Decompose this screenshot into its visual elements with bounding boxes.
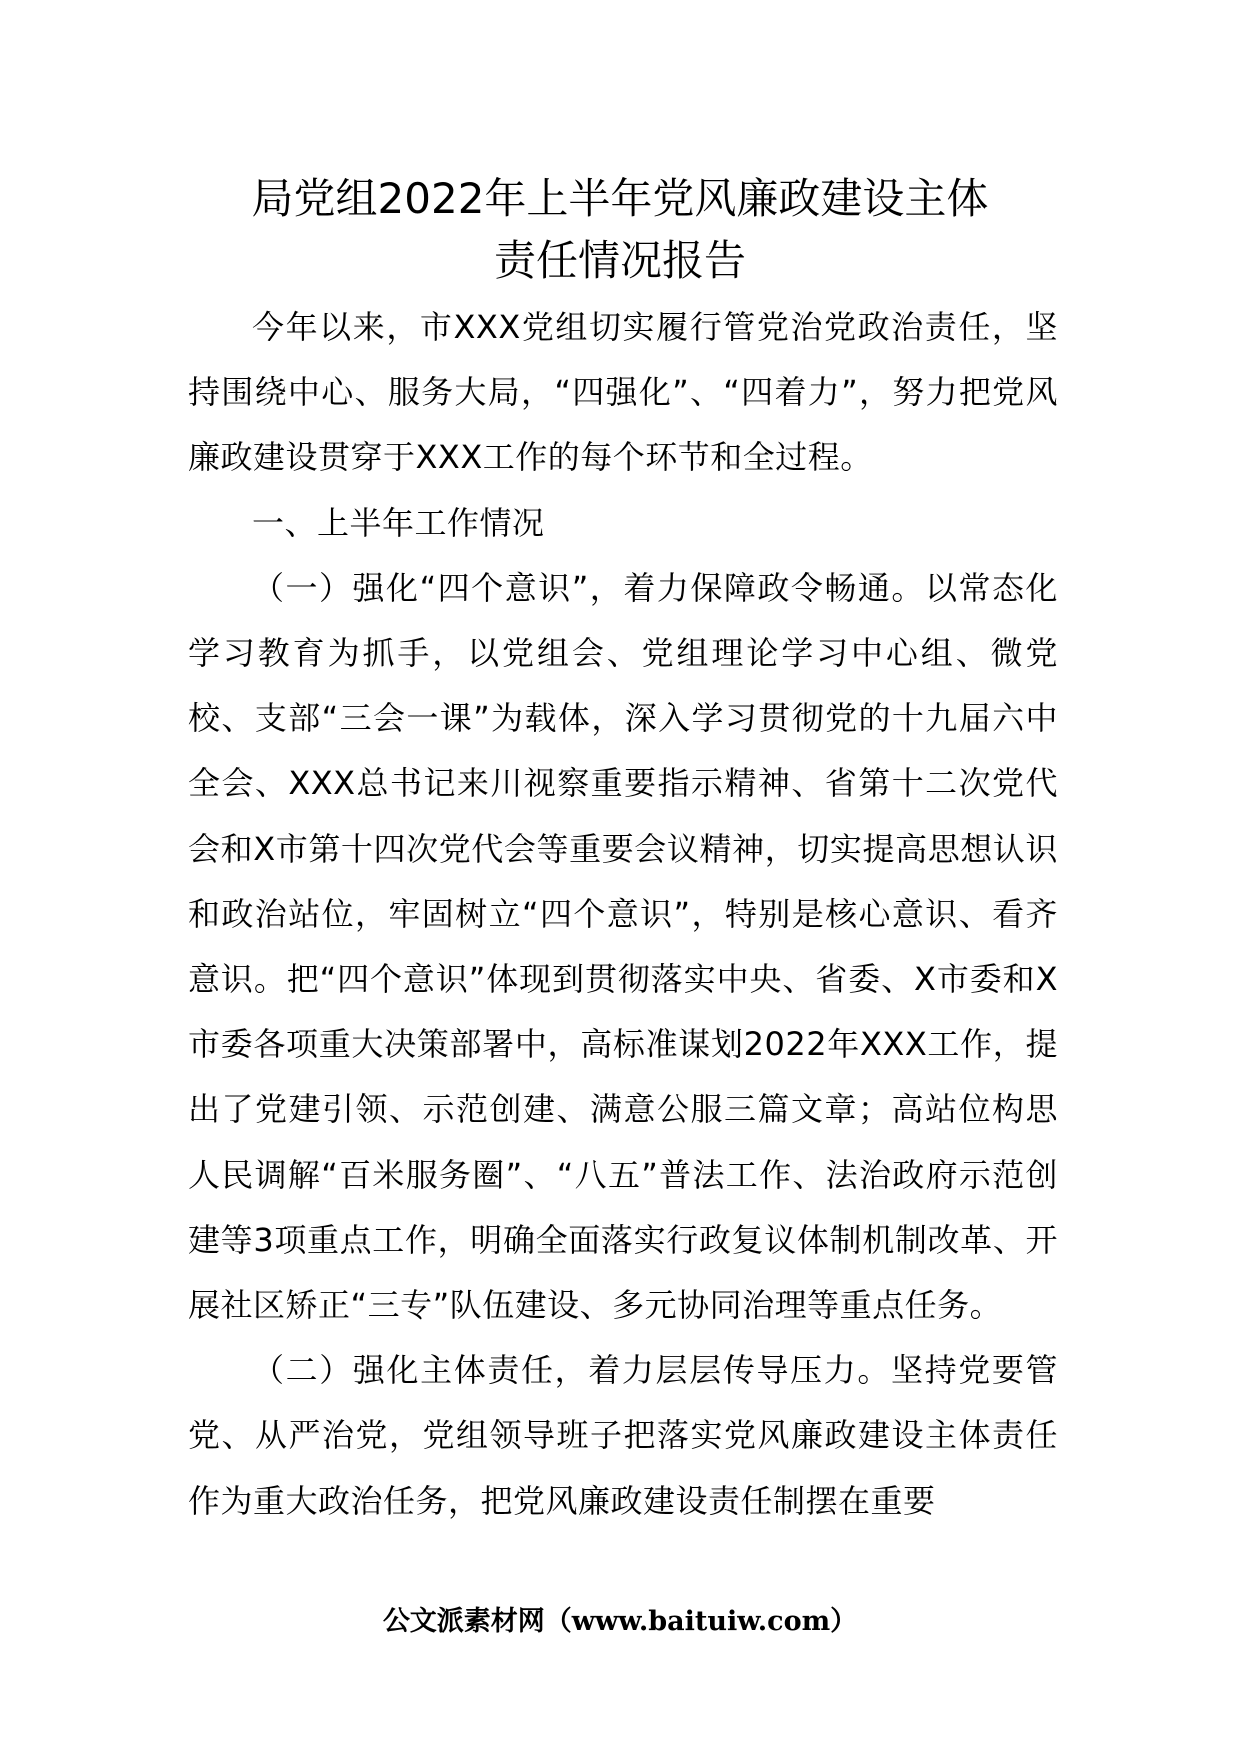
body-paragraph: （二）强化主体责任，着力层层传导压力。坚持党要管党、从严治党，党组领导班子把落实党风廉政建设主体责任作为重大政治任务，把党风廉政建设责任制摆在重要 [188, 1351, 1058, 1520]
document-title-line-1: 局党组2022年上半年党风廉政建设主体 [251, 174, 989, 223]
intro-paragraph: 今年以来，市XXX党组切实履行管党治党政治责任，坚持围绕中心、服务大局，“四强化”、“四着力”，努力把党风廉政建设贯穿于XXX工作的每个环节和全过程。 [188, 308, 1058, 477]
document-title-line-2: 责任情况报告 [493, 236, 746, 285]
body-paragraph: （一）强化“四个意识”，着力保障政令畅通。以常态化学习教育为抓手，以党组会、党组理论学习中心组、微党校、支部“三会一课”为载体，深入学习贯彻党的十九届六中全会、XXX总书记来川视察重要指示精神、省第十二次党代会和X市第十四次党代会等重要会议精神，切实提高思想认识和政治站位，牢固树立“四个意识”，特别是核心意识、看齐意识。把“四个意识”体现到贯彻落实中央、省委、X市委和X市委各项重大决策部署中，高标准谋划2022年XXX工作，提出了党建引领、示范创建、满意公服三篇文章；高站位构思人民调解“百米服务圈”、“八五”普法工作、法治政府示范创建等3项重点工作，明确全面落实行政复议体制机制改革、开展社区矫正“三专”队伍建设、多元协同治理等重点任务。 [188, 568, 1058, 1325]
document-body [188, 295, 1058, 1534]
footer-watermark: 公文派素材网（www.baituiw.com） [382, 1606, 858, 1637]
section-heading: 一、上半年工作情况 [252, 503, 545, 542]
